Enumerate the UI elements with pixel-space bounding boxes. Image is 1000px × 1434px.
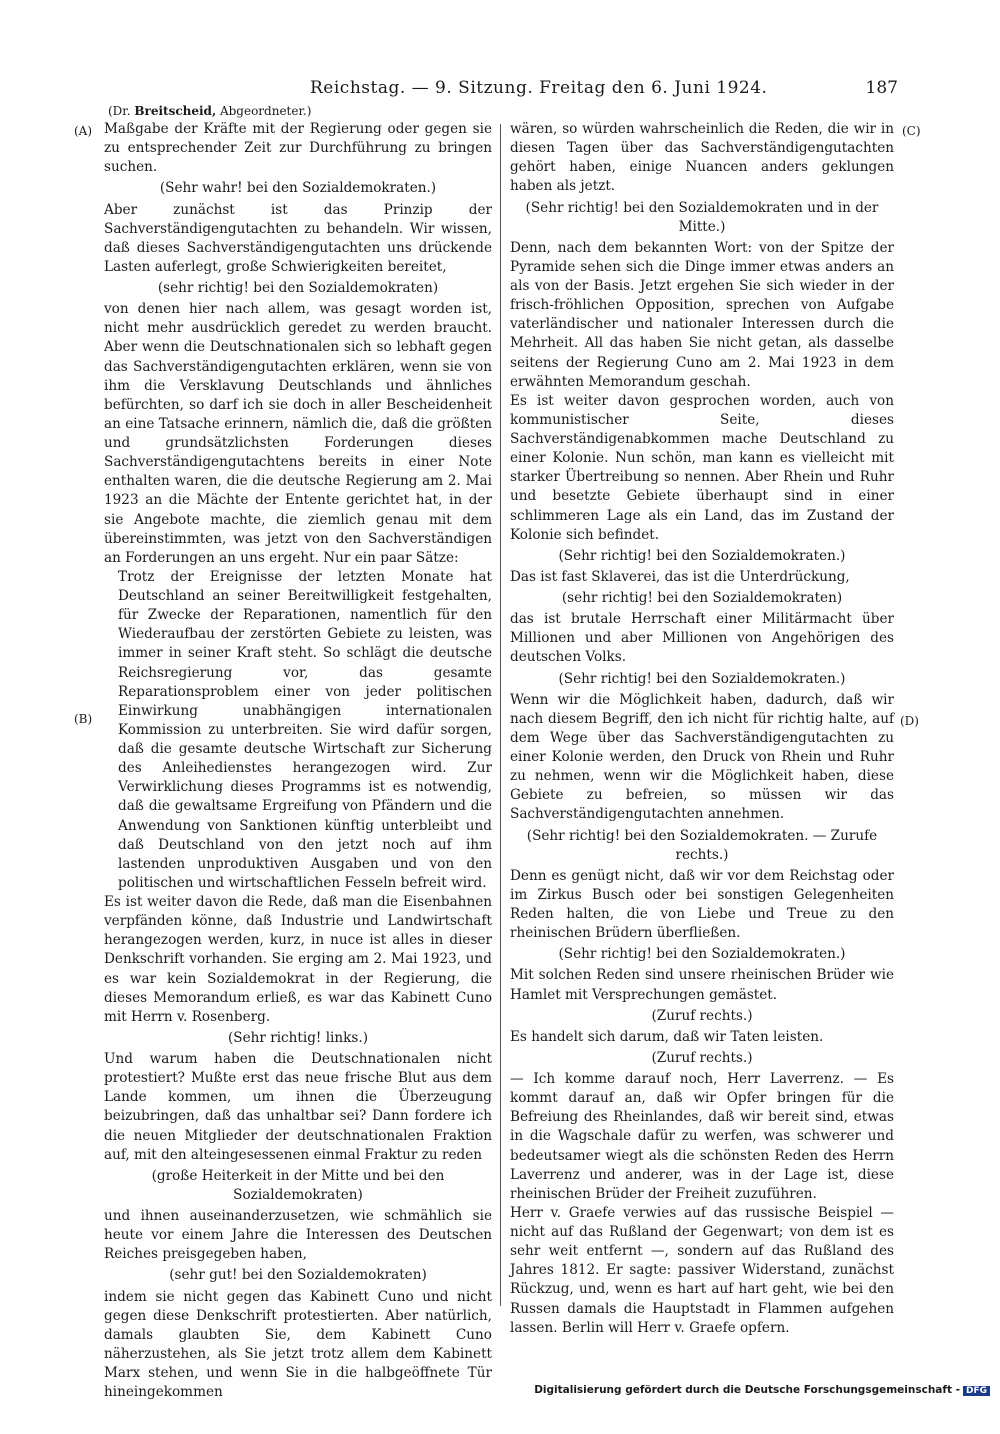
paragraph: von denen hier nach allem, was gesagt worden ist, nicht mehr ausdrücklich geredet zu werden braucht. Aber wenn die Deutschnationalen sich so lebhaft gegen das Sachverständigengutachten erklären, wenn sie von ihm die Versklavung Deutschlands und ähnliches befürchten, so darf ich sie doch in aller Bescheidenheit an eine Tatsache erinnern, nämlich die, daß die größten und grundsätzlichsten Forderungen dieses Sachverständigengutachtens bereits in einer Note enthalten waren, die die deutsche Regierung am 2. Mai 1923 an die Mächte der Entente gerichtet hat, in der sie Angebote machte, die ziemlich genau mit dem übereinstimmten, was jetzt von den Sachverständigen an Forderungen an uns ergeht. Nur ein paar Sätze: [104, 301, 492, 566]
interjection: (sehr richtig! bei den Sozialdemokraten) [157, 280, 439, 296]
page-number: 187 [865, 78, 898, 98]
paragraph: und ihnen auseinanderzusetzen, wie schmählich sie heute vor einem Jahre die Interessen des Deutschen Reiches preisgegeben haben, [104, 1208, 492, 1263]
paragraph: Denn es genügt nicht, daß wir vor dem Reichstag oder im Zirkus Busch oder bei sonstigen Gelegenheiten Reden halten, die von Liebe und Treue zu den rheinischen Brüdern überfließen. [510, 867, 894, 942]
page-header [100, 78, 900, 104]
paragraph: das ist brutale Herrschaft einer Militärmacht über Millionen und aber Millionen von Angehörigen des deutschen Volks. [510, 611, 894, 666]
paragraph: Es handelt sich darum, daß wir Taten leisten. [510, 1028, 824, 1045]
interjection: (Sehr richtig! links.) [227, 1029, 369, 1046]
speaker-name: Breitscheid, [134, 104, 217, 118]
paragraph: indem sie nicht gegen das Kabinett Cuno und nicht gegen diese Denkschrift protestierten. Aber natürlich, damals glaubten Sie, dem Kabinett Cuno näherzustehen, als Sie jetzt trotz allem dem Kabinett Marx stehen, und wenn Sie in die halbgeöffnete Tür hineingekommen [104, 1288, 492, 1401]
column-divider [500, 124, 501, 1306]
interjection: (Sehr richtig! bei den Sozialdemokraten. — Zurufe rechts.) [526, 827, 878, 863]
interjection: (Sehr richtig! bei den Sozialdemokraten.) [558, 946, 846, 963]
interjection: (Sehr richtig! bei den Sozialdemokraten und in der Mitte.) [525, 199, 879, 235]
speaker-prefix: (Dr. [108, 104, 131, 118]
right-column [510, 120, 894, 1338]
paragraph: wären, so würden wahrscheinlich die Reden, die wir in diesen Tagen über das Sachverständigengutachten gehört haben, einige Nuancen anders geklungen haben als jetzt. [510, 121, 894, 195]
paragraph: Wenn wir die Möglichkeit haben, dadurch, daß wir nach diesem Begriff, den ich nicht für richtig halte, auf dem Wege über das Sachverständigengutachten zu einer Kolonie werden, den Druck von Rhein und Ruhr zu nehmen, wenn wir die Möglichkeit haben, diese Gebiete zu befreien, so müssen wir das Sachverständigengutachten annehmen. [510, 691, 894, 823]
paragraph: Es ist weiter davon die Rede, daß man die Eisenbahnen verpfänden könne, daß Industrie und Landwirtschaft herangezogen werden, kurz, in nuce ist alles in dieser Denkschrift vorhanden. Sie erging am 2. Mai 1923, und es war kein Sozialdemokrat in der Regierung, die dieses Memorandum erließ, es war das Kabinett Cuno mit Herrn v. Rosenberg. [104, 894, 492, 1025]
interjection: (sehr gut! bei den Sozialdemokraten) [169, 1267, 427, 1284]
interjection: (sehr richtig! bei den Sozialdemokraten) [561, 590, 843, 606]
quotation: Trotz der Ereignisse der letzten Monate hat Deutschland an seiner Bereitwilligkeit festgehalten, für Zwecke der Reparationen, namentlich für den Wiederaufbau der zerstörten Gebiete zu leisten, was immer in seiner Kraft steht. So schlägt die deutsche Reichsregierung vor, das gesamte Reparationsproblem einer von jeder politischen Einwirkung unabhängigen internationalen Kommission zu unterbreiten. Sie wird dafür sorgen, daß die gesamte deutsche Wirtschaft zur Sicherung des Anleihedienstes herangezogen wird. Zur Verwirklichung dieses Programms ist es notwendig, daß die gewaltsame Ergreifung von Pfändern und die Anwendung von Sanktionen künftig unterbleibt und daß Deutschland von den jetzt noch auf ihm lastenden unproduktiven Ausgaben und von den politischen und wirtschaftlichen Fesseln befreit wird. [118, 568, 492, 891]
paragraph: Denn, nach dem bekannten Wort: von der Spitze der Pyramide sehen sich die Dinge immer etwas anders an als von der Basis. Jetzt ergehen Sie sich wieder in der frisch-fröhlichen Opposition, sprechen von Aufgabe vaterländischer und nationaler Interessen durch die Mehrheit. All das haben Sie nicht getan, als dasselbe seitens der Regierung Cuno am 2. Mai 1923 in dem erwähnten Memorandum geschah. [510, 239, 894, 390]
interjection: (Sehr richtig! bei den Sozialdemokraten.) [558, 547, 846, 564]
paragraph: Maßgabe der Kräfte mit der Regierung oder gegen sie zu entsprechender Zeit zur Durchführung zu bringen suchen. [104, 121, 492, 176]
margin-label-b: (B) [74, 712, 93, 726]
paragraph: Es ist weiter davon gesprochen worden, auch von kommunistischer Seite, dieses Sachverständigenabkommen mache Deutschland zu einer Kolonie. Nun schön, man kann es vielleicht mit starker Übertreibung so nennen. Aber Rhein und Ruhr und besetzte Gebiete überhaupt sind in einer schlimmeren Lage als ein Land, das im Zustand der Kolonie sich befindet. [510, 392, 894, 543]
margin-label-d: (D) [900, 714, 919, 728]
left-column [104, 120, 492, 1402]
paragraph: Aber zunächst ist das Prinzip der Sachverständigengutachten zu behandeln. Wir wissen, daß dieses Sachverständigengutachten uns drückende Lasten auferlegt, große Schwierigkeiten bereitet, [104, 201, 492, 275]
digitization-credit [534, 1384, 990, 1396]
dfg-logo: DFG [963, 1386, 990, 1396]
running-title: Reichstag. — 9. Sitzung. Freitag den 6. Juni 1924. [310, 78, 768, 98]
paragraph: Herr v. Graefe verwies auf das russische Beispiel — nicht auf das Rußland der Gegenwart; von dem ist es sehr weit entfernt —, sondern auf das Rußland des Jahres 1812. Er sagte: passiver Widerstand, zunächst Rückzug, und, wenn es hart auf hart geht, wie bei den Russen damals die Hauptstadt in Flammen aufgehen lassen. Berlin will Herr v. Graefe opfern. [510, 1204, 894, 1336]
speaker-line [108, 104, 311, 118]
interjection: (Sehr richtig! bei den Sozialdemokraten.) [558, 670, 846, 687]
interjection: (Zuruf rechts.) [651, 1007, 753, 1024]
credit-text: Digitalisierung gefördert durch die Deutsche Forschungsgemeinschaft - [534, 1384, 960, 1396]
paragraph: Das ist fast Sklaverei, das ist die Unterdrückung, [510, 568, 850, 585]
margin-label-a: (A) [74, 124, 93, 138]
paragraph: Und warum haben die Deutschnationalen nicht protestiert? Mußte erst das neue frische Blut aus dem Lande kommen, um ihnen die Überzeugung beizubringen, daß das unhaltbar sei? Dann fordere ich die neuen Mitglieder der deutschnationalen Fraktion auf, mit den alteingesessenen einmal Fraktur zu reden [104, 1051, 492, 1163]
interjection: (Zuruf rechts.) [651, 1049, 753, 1066]
interjection: (große Heiterkeit in der Mitte und bei den Sozialdemokraten) [151, 1167, 445, 1203]
paragraph: Mit solchen Reden sind unsere rheinischen Brüder wie Hamlet mit Versprechungen gemästet. [510, 967, 894, 1003]
interjection: (Sehr wahr! bei den Sozialdemokraten.) [159, 180, 437, 197]
margin-label-c: (C) [902, 124, 921, 138]
speaker-role: Abgeordneter.) [219, 104, 312, 118]
paragraph: — Ich komme darauf noch, Herr Laverrenz. — Es kommt darauf an, daß wir Opfer bringen für die Befreiung des Rheinlandes, daß wir bereit sind, etwas in die Wagschale dafür zu werfen, was schwerer und bedeutsamer wiegt als die schönsten Reden des Herrn Laverrenz und anderer, was in der Lage ist, diese rheinischen Brüder der Freiheit zuzuführen. [510, 1071, 894, 1202]
